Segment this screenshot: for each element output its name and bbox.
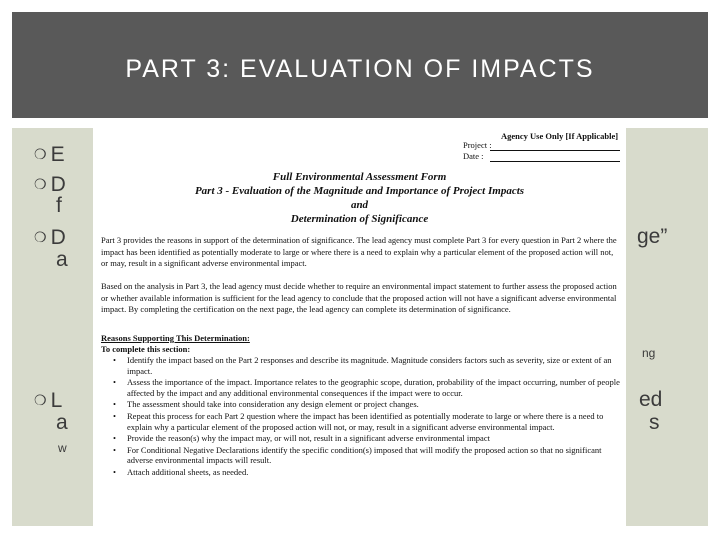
date-label: Date :: [463, 151, 484, 161]
project-field-line: [490, 150, 620, 151]
bullet-3-continuation: a: [56, 248, 68, 271]
list-item: • For Conditional Negative Declarations identify the specific condition(s) imposed that will modify the proposed action so that no significant adverse environmental impacts will result.: [101, 445, 621, 466]
paragraph-2: Based on the analysis in Part 3, the lead agency must decide whether to require an environmental impact statement to further assess the proposed action or whether available information is sufficient for the lead agency to conclude that the proposed action will not have a significant adverse environmental impact. By completing the certification on the next page, the lead agency can complete its determination of significance.: [101, 281, 617, 314]
list-item: • Attach additional sheets, as needed.: [101, 467, 621, 478]
bullet-1-text: E: [50, 143, 65, 166]
reasons-heading: Reasons Supporting This Determination:: [101, 333, 250, 343]
bullet-5-continuation-tail: s: [649, 411, 660, 434]
agency-use-label: Agency Use Only [If Applicable]: [501, 131, 619, 141]
bullet-2-continuation: f: [56, 194, 62, 217]
sub-bullet-tail: ng: [642, 346, 656, 360]
bullet-circle-icon: ❍: [34, 229, 47, 245]
list-item: • Repeat this process for each Part 2 question where the impact has been identified as potentially moderate to large or where there is a need to explain why a particular element of the proposed action will not, or may, result in a significant adverse environmental impact.: [101, 411, 621, 432]
bullet-3-text: D: [50, 226, 66, 249]
paragraph-1: Part 3 provides the reasons in support of the determination of significance. The lead agency must complete Part 3 for every question in Part 2 where the impact has been identified as potentially moderate to large or where there is a need to explain why a particular element of the proposed action will not, or may, result in a significant adverse environmental impact.: [101, 235, 617, 268]
form-title: Full Environmental Assessment Form: [272, 171, 447, 183]
date-field-line: [490, 161, 620, 162]
form-subtitle: Part 3 - Evaluation of the Magnitude and Importance of Project Impacts: [194, 185, 525, 197]
form-title-determination: Determination of Significance: [290, 213, 429, 225]
bullet-5-tail: ed: [639, 388, 663, 411]
list-item: • Identify the impact based on the Part 2 responses and describe its magnitude. Magnitude considers factors such as severity, size or extent of an impact.: [101, 355, 621, 376]
bullet-5-text: L: [50, 389, 63, 412]
complete-heading: To complete this section:: [101, 344, 191, 354]
steps-list: [101, 355, 621, 479]
bullet-3: [34, 225, 66, 250]
list-item: • The assessment should take into consideration any design element or project changes.: [101, 399, 621, 410]
bullet-5-continuation: a: [56, 411, 68, 434]
bullet-2-text: D: [50, 173, 66, 196]
slide-header: [12, 12, 708, 118]
bullet-5-small-continuation: w: [58, 441, 67, 455]
bullet-3-tail: ge”: [637, 225, 668, 248]
form-document-image: [93, 123, 626, 537]
list-item: • Assess the importance of the impact. Importance relates to the geographic scope, duration, probability of the impact occurring, number of people affected by the impact and any additional environmental consequences if the impact were to occur.: [101, 377, 621, 398]
form-title-and: and: [350, 199, 369, 211]
project-label: Project :: [463, 140, 492, 150]
bullet-circle-icon: ❍: [34, 176, 47, 192]
slide-title: PART 3: EVALUATION OF IMPACTS: [125, 54, 595, 83]
list-item: • Provide the reason(s) why the impact may, or will not, result in a significant adverse environmental impact: [101, 433, 621, 444]
bullet-1: [34, 142, 65, 167]
bullet-5: [34, 388, 62, 413]
bullet-circle-icon: ❍: [34, 146, 47, 162]
form-titles: [93, 170, 626, 226]
bullet-circle-icon: ❍: [34, 392, 47, 408]
